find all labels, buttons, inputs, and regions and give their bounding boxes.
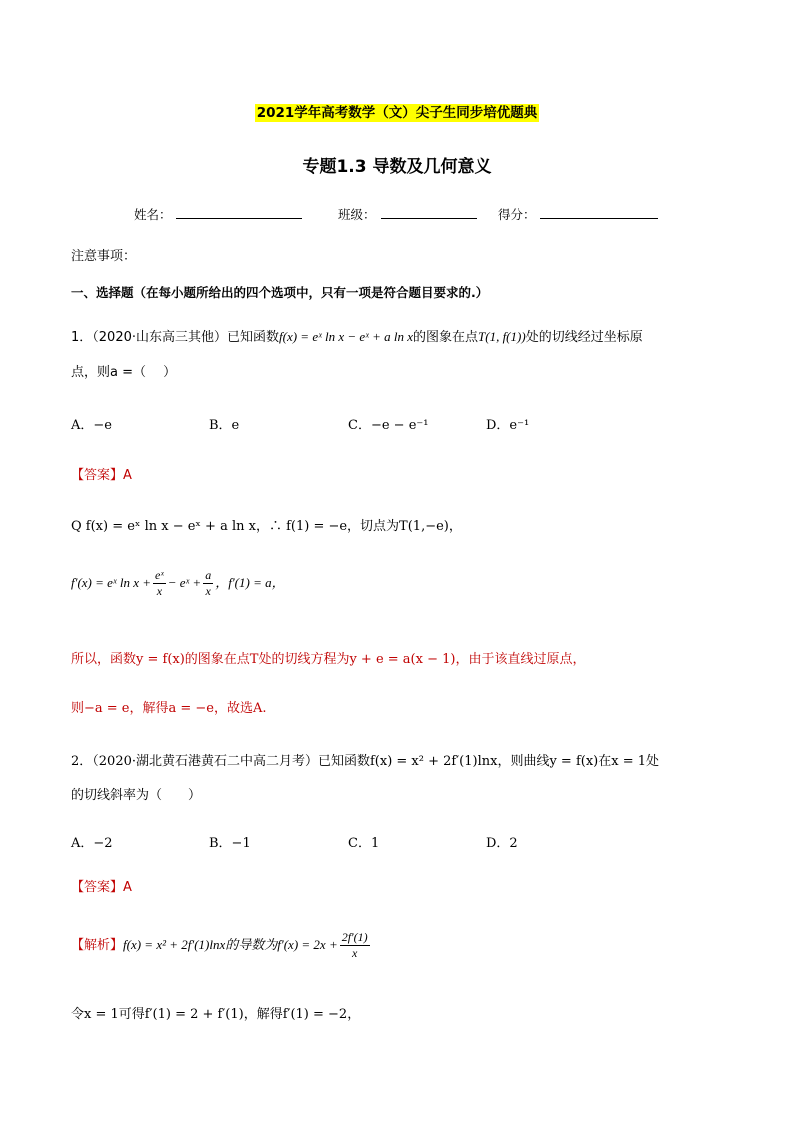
fraction: $\frac{\text{eˣ}}{x}$ [155,568,164,598]
notes-label: 注意事项： [71,249,137,264]
section-heading: 一、选择题（在每小题所给出的四个选项中，只有一项是符合题目要求的.） [71,285,489,300]
page-title: 专题1.3 导数及几何意义 [302,157,492,177]
fraction: $\frac{2f'(1)}{x}$ [341,930,368,960]
q1-solution-line2: f′(x) = eˣ ln x + $\frac{\text{eˣ}}{x}$ − eˣ + $\frac{a}{x}$ ，f′(1) = a， [71,568,285,598]
q2-answer: 【答案】A [71,880,132,895]
q2-option-d[interactable]: D．2 [486,836,518,851]
q2-option-c[interactable]: C．1 [348,836,380,851]
q1-solution-line1: Q f(x) = eˣ ln x − eˣ + a ln x，∴ f(1) = −e，切点为T(1,−e)， [71,519,462,534]
q1-stem-line2: 点，则a =（ ） [71,365,177,380]
score-blank[interactable] [540,218,658,219]
class-blank[interactable] [381,218,477,219]
q2-option-b[interactable]: B．−1 [209,836,251,851]
q2-analysis: 【解析】f(x) = x² + 2f′(1)lnx的导数为f′(x) = 2x + $\frac{2f'(1)}{x}$ [71,930,368,960]
q2-stem-line2: 的切线斜率为（ ） [71,788,202,803]
q1-stem-line1: 1．（2020·山东高三其他）已知函数f(x) = eˣ ln x − eˣ + a ln x的图象在点T(1, f(1))处的切线经过坐标原 [71,329,643,345]
q1-answer: 【答案】A [71,468,132,483]
q1-option-a[interactable]: A．−e [71,418,112,433]
q1-option-c[interactable]: C．−e − e⁻¹ [348,418,429,433]
q2-stem-line1: 2．（2020·湖北黄石港黄石二中高二月考）已知函数f(x) = x² + 2f′(1)lnx，则曲线y = f(x)在x = 1处 [71,754,659,769]
q1-option-d[interactable]: D．e⁻¹ [486,418,530,433]
score-label: 得分： [498,207,536,222]
q1-solution-line3: 所以，函数y = f(x)的图象在点T处的切线方程为y + e = a(x − 1)，由于该直线过原点， [71,652,586,667]
q2-option-a[interactable]: A．−2 [71,836,113,851]
name-label: 姓名： [134,207,172,222]
class-label: 班级： [338,207,376,222]
name-blank[interactable] [176,218,302,219]
q1-option-b[interactable]: B．e [209,418,240,433]
q1-solution-line4: 则−a = e，解得a = −e，故选A. [71,701,267,716]
fraction: $\frac{a}{x}$ [205,568,212,598]
header-banner: 2021学年高考数学（文）尖子生同步培优题典 [256,105,538,121]
q2-solution-line: 令x = 1可得f′(1) = 2 + f′(1)，解得f′(1) = −2， [71,1007,361,1022]
